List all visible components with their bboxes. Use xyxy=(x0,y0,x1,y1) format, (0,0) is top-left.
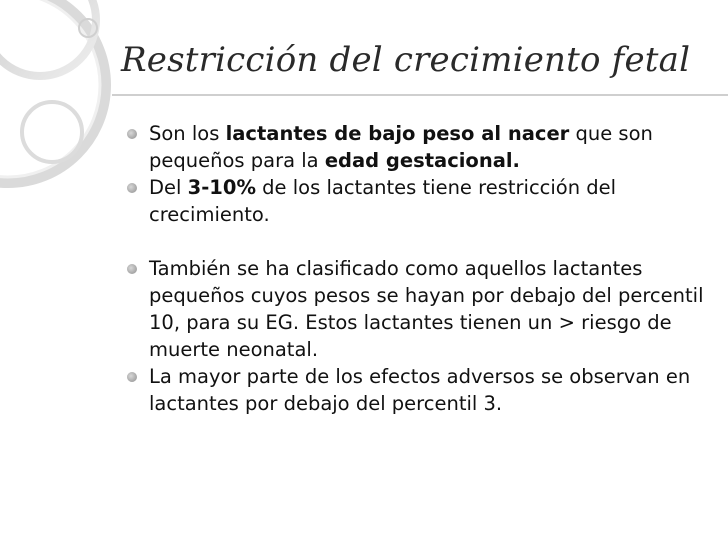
bullet-bold-text: edad gestacional. xyxy=(324,149,520,172)
bullet-text: La mayor parte de los efectos adversos se observan en lactantes por debajo del percentil 3. xyxy=(149,365,691,415)
bullet-text: de los lactantes tiene restricción del crecimiento. xyxy=(149,176,617,226)
bullet-text: También se ha clasificado como aquellos lactantes pequeños cuyos pesos se hayan por debajo del percentil 10, para su EG. Estos lactantes tienen un > riesgo de muerte neonatal. xyxy=(149,257,704,361)
bullet-item-4 xyxy=(124,363,722,417)
bullet-dot-icon xyxy=(127,264,137,274)
bullet-dot-icon xyxy=(127,372,137,382)
bullet-bold-text: 3-10% xyxy=(187,176,256,199)
decor-circle-tiny xyxy=(22,102,82,162)
decor-circle-large xyxy=(0,0,106,183)
bullet-bold-text: lactantes de bajo peso al nacer xyxy=(225,122,570,145)
bullet-item-3 xyxy=(124,255,722,363)
bullet-text: Del xyxy=(149,176,188,199)
slide-title: Restricción del crecimiento fetal xyxy=(121,40,691,80)
bullet-item-2 xyxy=(124,174,722,228)
bullet-list xyxy=(124,120,722,417)
bullet-text: que son pequeños para la xyxy=(149,122,653,172)
bullet-text: Son los xyxy=(149,122,226,145)
spacer xyxy=(124,228,722,255)
bullet-dot-icon xyxy=(127,129,137,139)
bullet-dot-icon xyxy=(127,183,137,193)
bullet-item-1 xyxy=(124,120,722,174)
decor-circle-small xyxy=(0,0,96,76)
